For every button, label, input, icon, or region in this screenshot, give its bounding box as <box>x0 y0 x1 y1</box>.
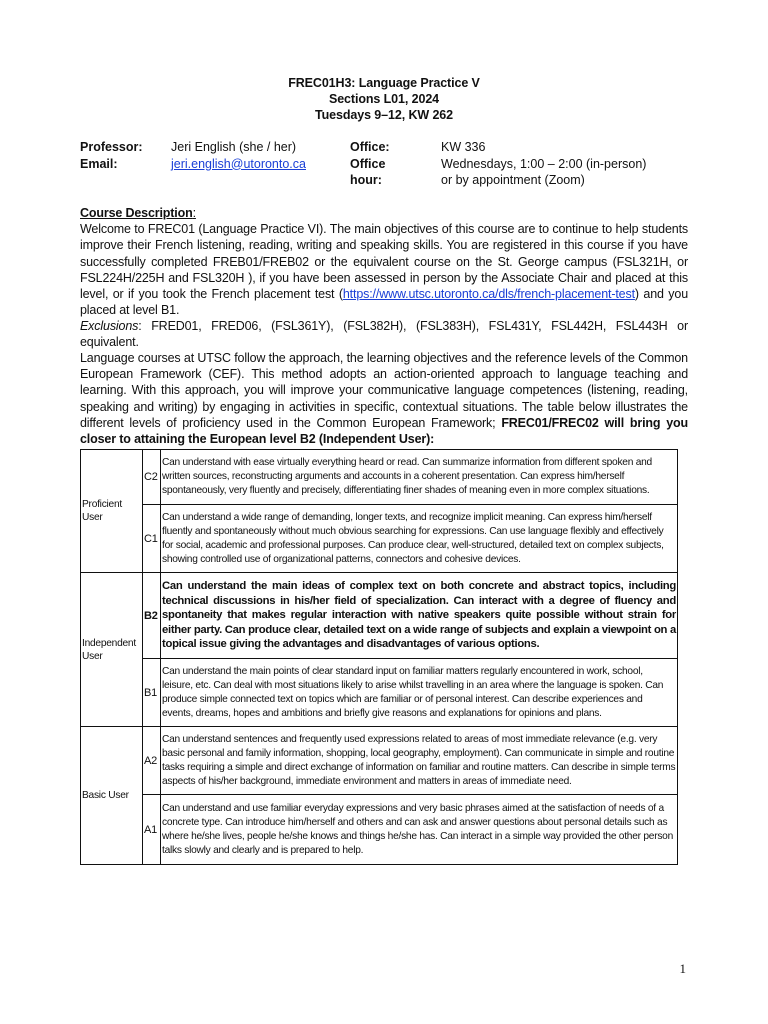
document-header <box>0 75 768 123</box>
email-link[interactable]: jeri.english@utoronto.ca <box>171 156 306 171</box>
cef-text: Language courses at UTSC follow the approach, the learning objectives and the reference levels of the Common European Framework (CEF). This method adopts an action-oriented approach to language teaching and learning. With this approach, you will improve your communicative language competences (listening, reading, speaking and writing) by engaging in activities in specific, contextual situations. The table below illustrates the different levels of proficiency used in the Common European Framework; <box>80 351 688 430</box>
level-label: A1 <box>143 795 161 865</box>
placement-test-link[interactable]: https://www.utsc.utoronto.ca/dls/french-placement-test <box>342 287 635 302</box>
cef-goal: FREC01/FREC02 will bring you closer to attaining the European level B2 (Independent User): <box>80 415 688 447</box>
exclusions <box>80 318 688 350</box>
office-label: Office: <box>350 140 390 154</box>
professor-label: Professor: <box>80 140 143 154</box>
table-row <box>81 450 678 505</box>
office-hour-value: Wednesdays, 1:00 – 2:00 (in-person) <box>441 156 647 171</box>
level-description: Can understand the main points of clear standard input on familiar matters regularly encountered in work, school, leisure, etc. Can deal with most situations likely to arise whilst travelling in an area where the language is spoken. Can produce simple connected text on topics which are familiar or of personal interest. Can describe experiences and events, dreams, hopes and ambitions and briefly give reasons and explanations for opinions and plans. <box>161 659 678 727</box>
group-independent: Independent User <box>81 573 143 727</box>
table-row <box>81 659 678 727</box>
table-row <box>81 727 678 795</box>
group-proficient: Proficient User <box>81 450 143 573</box>
group-basic: Basic User <box>81 727 143 865</box>
description-heading: Course Description <box>80 206 193 220</box>
level-description: Can understand and use familiar everyday expressions and very basic phrases aimed at the satisfaction of needs of a concrete type. Can introduce him/herself and others and can ask and answer questions about personal details such as where he/she lives, people he/she knows and things he/she has. Can interact in a simple way provided the other person talks slowly and clearly and is prepared to help. <box>161 795 678 865</box>
course-sections: Sections L01, 2024 <box>328 92 440 106</box>
description-text: Welcome to FREC01 (Language Practice VI). The main objectives of this course are to continue to help students improve their French listening, reading, writing and speaking skills. You are registered in this course if you have successfully completed FREB01/FREB02 or the equivalent course on the St. George campus (FSL321H, or FSL224H/225H and FSL320H ), if you have been assessed in person by the Associate Chair and placed at this level, or if you took the French placement test ( <box>80 222 688 302</box>
level-description: Can understand with ease virtually everything heard or read. Can summarize information from different spoken and written sources, reconstructing arguments and accounts in a coherent presentation. Can express him/herself spontaneously, very fluently and precisely, differentiating finer shades of meaning even in more complex situations. <box>161 450 678 505</box>
course-description: Course Description: Welcome to FREC01 (Language Practice VI). The main objectives of this course are to continue to help students improve their French listening, reading, writing and speaking skills. You are registered in this course if you have successfully completed FREB01/FREB02 or the equivalent course on the St. George campus (FSL321H, or FSL224H/225H and FSL320H ), if you have been assessed in person by the Associate Chair and placed at this level, or if you took the French placement test (https://www.utsc.utoronto.ca/dls/french-placement-test) and you placed at level B1. <box>80 206 688 318</box>
course-title: FREC01H3: Language Practice V <box>288 76 480 90</box>
level-description: Can understand a wide range of demanding, longer texts, and recognize implicit meaning. Can express him/herself fluently and spontaneously without much obvious searching for expressions. Can use language flexibly and effectively for social, academic and professional purposes. Can produce clear, well-structured, detailed text on complex subjects, showing controlled use of organizational patterns, connectors and cohesive devices. <box>161 505 678 573</box>
level-label: B1 <box>143 659 161 727</box>
table-row <box>81 573 678 659</box>
course-schedule: Tuesdays 9–12, KW 262 <box>314 108 454 122</box>
table-row <box>81 505 678 573</box>
level-description: Can understand sentences and frequently used expressions related to areas of most immediate relevance (e.g. very basic personal and family information, shopping, local geography, employment). Can communicate in simple and routine tasks requiring a simple and direct exchange of information on familiar and routine matters. Can describe in simple terms aspects of his/her background, immediate environment and matters in areas of immediate need. <box>161 727 678 795</box>
exclusions-label: Exclusions <box>80 319 139 333</box>
level-label: B2 <box>143 573 161 659</box>
page-number: 1 <box>679 961 686 976</box>
table-row <box>81 795 678 865</box>
office-value: KW 336 <box>441 140 486 154</box>
professor-name: Jeri English (she / her) <box>171 140 297 154</box>
office-hour-label: Office hour: <box>350 156 386 187</box>
description-text-end: ) and you placed at level B1. <box>80 287 688 318</box>
exclusions-text: : FRED01, FRED06, (FSL361Y), (FSL382H), (FSL383H), FSL431Y, FSL442H, FSL443H or equivalent. <box>80 319 688 350</box>
cef-paragraph <box>80 350 688 447</box>
level-label: A2 <box>143 727 161 795</box>
office-hour-alt: or by appointment (Zoom) <box>441 173 585 187</box>
level-description: Can understand the main ideas of complex text on both concrete and abstract topics, including technical discussions in his/her field of specialization. Can interact with a degree of fluency and spontaneity that makes regular interaction with native speakers quite possible without strain for either party. Can produce clear, detailed text on a wide range of subjects and explain a viewpoint on a topical issue giving the advantages and disadvantages of various options. <box>161 573 678 659</box>
level-label: C2 <box>143 450 161 505</box>
cef-levels-table <box>80 449 678 865</box>
level-label: C1 <box>143 505 161 573</box>
email-label: Email: <box>80 156 118 171</box>
